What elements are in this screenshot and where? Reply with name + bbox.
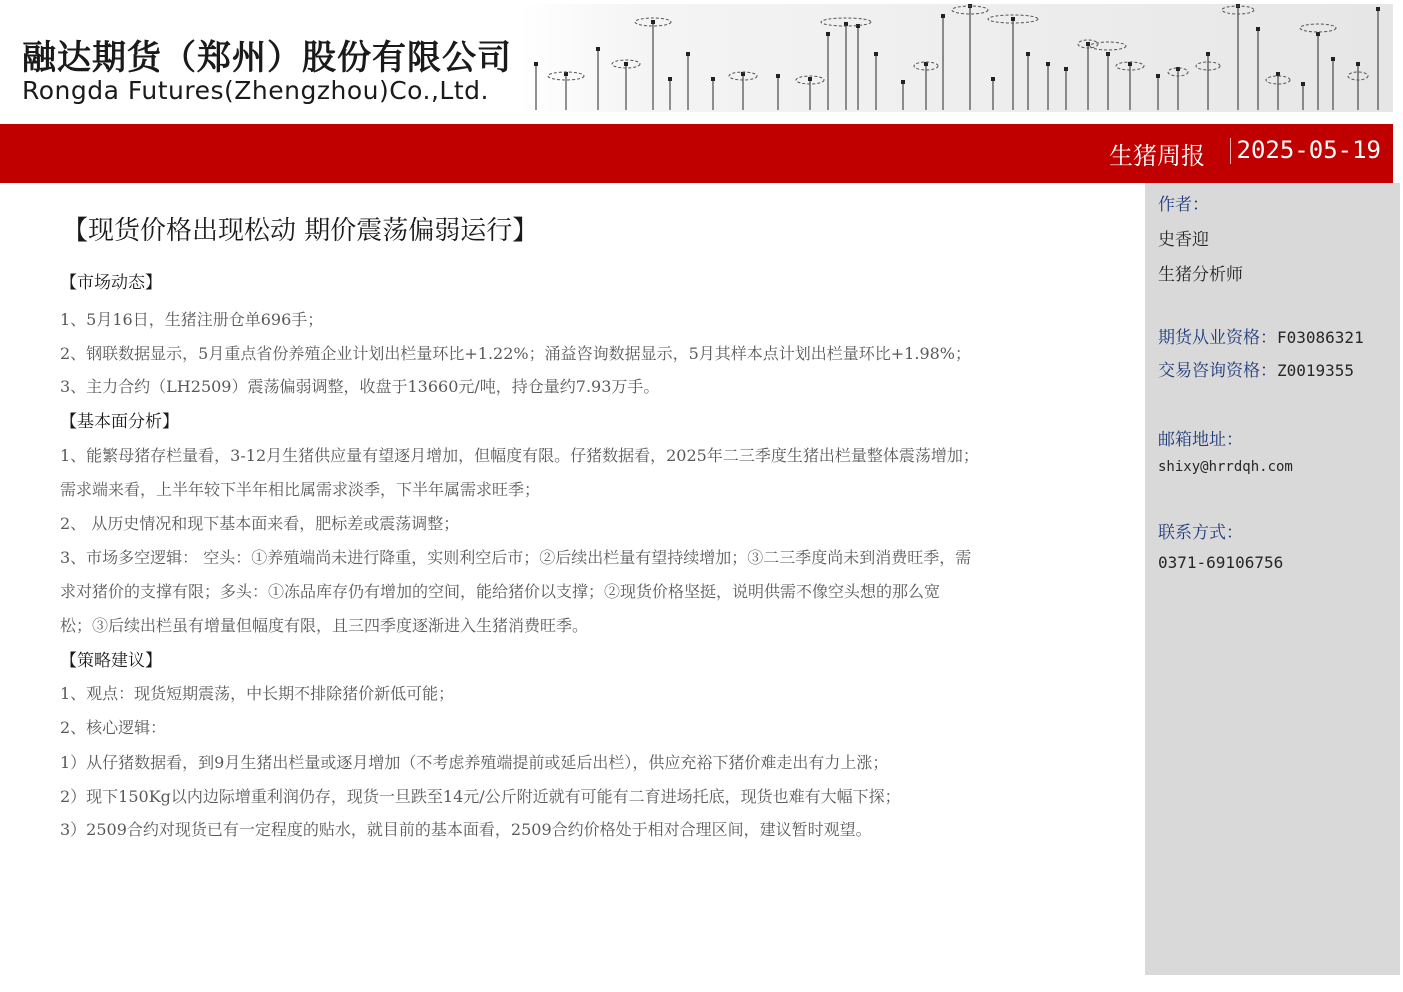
author-title: 生猪分析师	[1158, 265, 1243, 285]
body-line: 3、主力合约（LH2509）震荡偏弱调整，收盘于13660元/吨，持仓量约7.93万手。	[60, 377, 660, 396]
phone-label: 联系方式：	[1158, 523, 1243, 543]
author-label: 作者：	[1158, 195, 1209, 215]
body-line: 2、 从历史情况和现下基本面来看，肥标差或震荡调整；	[60, 514, 460, 533]
section-heading-fundamentals: 【基本面分析】	[60, 412, 179, 432]
body-line: 3、市场多空逻辑： 空头：①养殖端尚未进行降重，实则利空后市；②后续出栏量有望持续增加；③二三季度尚未到消费旺季，需	[60, 548, 972, 567]
report-type-label: 生猪周报	[1109, 142, 1205, 170]
body-line: 2、核心逻辑：	[60, 718, 167, 737]
qualification-row	[1158, 323, 1364, 348]
title-bar-divider	[1230, 138, 1231, 164]
article-title: 【现货价格出现松动 期价震荡偏弱运行】	[62, 216, 539, 246]
phone-value: 0371-69106756	[1158, 553, 1284, 572]
body-line: 需求端来看，上半年较下半年相比属需求淡季，下半年属需求旺季；	[60, 480, 541, 499]
report-date: 2025-05-19	[1236, 136, 1381, 164]
report-header	[0, 0, 1403, 124]
qualification-label: 期货从业资格：	[1158, 328, 1277, 348]
body-line: 1、5月16日，生猪注册仓单696手；	[60, 310, 324, 329]
body-line: 求对猪价的支撑有限；多头：①冻品库存仍有增加的空间，能给猪价以支撑；②现货价格坚挺，说明供需不像空头想的那么宽	[60, 582, 941, 601]
consult-row	[1158, 356, 1354, 381]
consult-label: 交易咨询资格：	[1158, 361, 1277, 381]
author-name: 史香迎	[1158, 230, 1209, 250]
body-line: 2）现下150Kg以内边际增重利润仍存，现货一旦跌至14元/公斤附近就有可能有二育进场托底，现货也难有大幅下探；	[60, 787, 901, 806]
consult-value: Z0019355	[1277, 361, 1355, 380]
body-line: 2、钢联数据显示，5月重点省份养殖企业计划出栏量环比+1.22%；涌益咨询数据显示，5月其样本点计划出栏量环比+1.98%；	[60, 344, 972, 363]
body-line: 1、能繁母猪存栏量看，3-12月生猪供应量有望逐月增加，但幅度有限。仔猪数据看，2025年二三季度生猪出栏量整体震荡增加；	[60, 446, 979, 465]
body-line: 1）从仔猪数据看，到9月生猪出栏量或逐月增加（不考虑养殖端提前或延后出栏），供应充裕下猪价难走出有力上涨；	[60, 753, 889, 772]
author-sidebar	[1145, 183, 1400, 975]
email-value[interactable]: shixy@hrrdqh.com	[1158, 459, 1293, 475]
company-name-cn: 融达期货（郑州）股份有限公司	[22, 38, 512, 78]
section-heading-strategy: 【策略建议】	[60, 651, 162, 671]
body-line: 3）2509合约对现货已有一定程度的贴水，就目前的基本面看，2509合约价格处于相对合理区间，建议暂时观望。	[60, 820, 872, 839]
body-line: 1、观点：现货短期震荡，中长期不排除猪价新低可能；	[60, 684, 455, 703]
company-name-en: Rongda Futures(Zhengzhou)Co.,Ltd.	[22, 76, 489, 105]
banner-decoration	[518, 4, 1393, 112]
qualification-value: F03086321	[1277, 328, 1364, 347]
email-label: 邮箱地址：	[1158, 430, 1243, 450]
section-heading-market: 【市场动态】	[60, 273, 162, 293]
body-line: 松；③后续出栏虽有增量但幅度有限，且三四季度逐渐进入生猪消费旺季。	[60, 616, 589, 635]
